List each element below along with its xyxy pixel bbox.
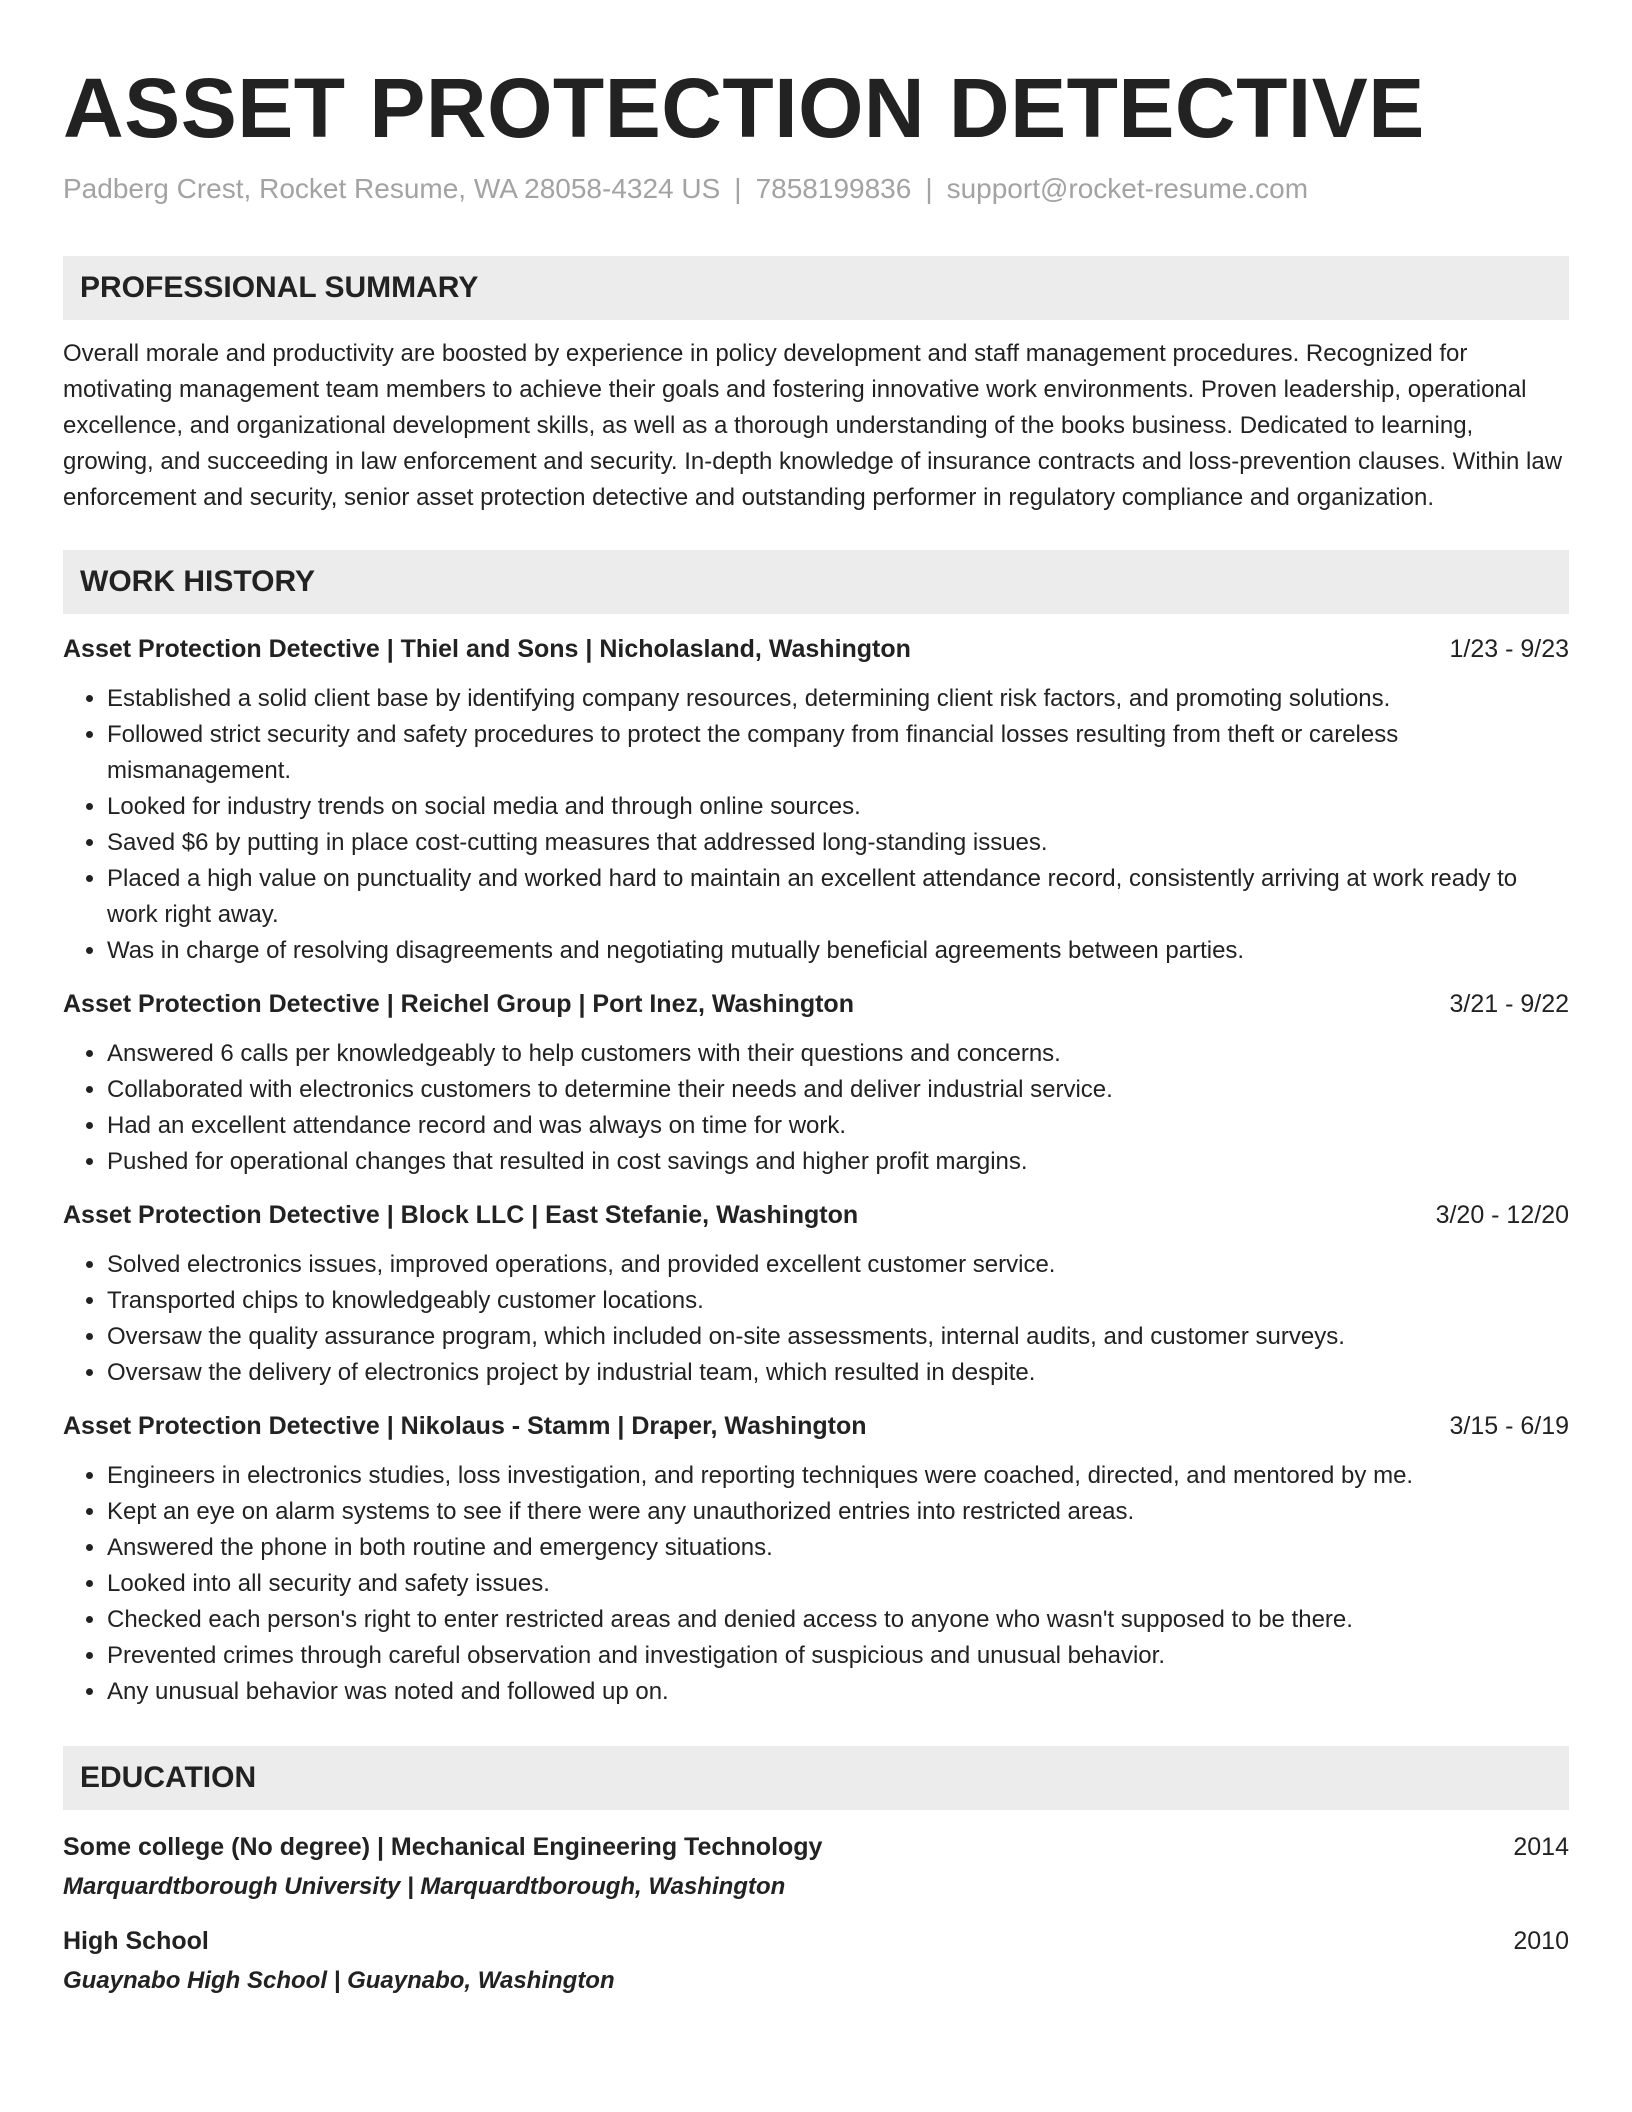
education-degree: Some college (No degree) | Mechanical Engineering Technology <box>63 1832 823 1861</box>
education-header <box>63 1924 1569 1958</box>
job-entry <box>63 987 1569 1180</box>
contact-separator: | <box>734 173 742 204</box>
education-year: 2014 <box>1513 1832 1569 1861</box>
education-school: Marquardtborough University | Marquardtborough, Washington <box>63 1872 786 1900</box>
job-bullet: • Solved electronics issues, improved operations, and provided excellent customer service. <box>107 1247 1569 1283</box>
job-bullet: • Kept an eye on alarm systems to see if there were any unauthorized entries into restricted areas. <box>107 1494 1569 1530</box>
job-bullets <box>63 1036 1569 1180</box>
contact-email: support@rocket-resume.com <box>946 173 1309 204</box>
job-bullet: • Checked each person's right to enter restricted areas and denied access to anyone who wasn't supposed to be there. <box>107 1602 1569 1638</box>
job-entry <box>63 1409 1569 1710</box>
job-bullet: • Followed strict security and safety procedures to protect the company from financial losses resulting from theft or careless mismanagement. <box>107 717 1569 789</box>
job-bullet: • Any unusual behavior was noted and followed up on. <box>107 1674 1569 1710</box>
education-heading: EDUCATION <box>63 1746 1569 1810</box>
job-bullet: • Engineers in electronics studies, loss investigation, and reporting techniques were coached, directed, and mentored by me. <box>107 1458 1569 1494</box>
job-bullets <box>63 1247 1569 1391</box>
summary-heading: PROFESSIONAL SUMMARY <box>63 256 1569 320</box>
education-degree: High School <box>63 1926 209 1955</box>
education-entry <box>63 1924 1569 1998</box>
job-header <box>63 632 1569 666</box>
job-bullet: • Collaborated with electronics customers to determine their needs and deliver industrial service. <box>107 1072 1569 1108</box>
education-year: 2010 <box>1513 1926 1569 1955</box>
job-bullet: • Looked for industry trends on social media and through online sources. <box>107 789 1569 825</box>
job-bullet: • Oversaw the delivery of electronics project by industrial team, which resulted in despite. <box>107 1355 1569 1391</box>
job-header <box>63 1198 1569 1232</box>
work-history-heading: WORK HISTORY <box>63 550 1569 614</box>
work-history-list <box>63 632 1569 1710</box>
education-list <box>63 1830 1569 1998</box>
contact-phone: 7858199836 <box>755 173 912 204</box>
job-dates: 3/15 - 6/19 <box>1449 1411 1569 1440</box>
contact-address: Padberg Crest, Rocket Resume, WA 28058-4324 US <box>63 173 721 204</box>
job-entry <box>63 1198 1569 1391</box>
job-title: Asset Protection Detective | Block LLC | East Stefanie, Washington <box>63 1200 859 1229</box>
resume-name: ASSET PROTECTION DETECTIVE <box>63 61 1425 155</box>
job-bullet: • Answered the phone in both routine and emergency situations. <box>107 1530 1569 1566</box>
job-bullet: • Oversaw the quality assurance program, which included on-site assessments, internal audits, and customer surveys. <box>107 1319 1569 1355</box>
contact-separator: | <box>925 173 933 204</box>
job-bullet: • Pushed for operational changes that resulted in cost savings and higher profit margins. <box>107 1144 1569 1180</box>
education-header <box>63 1830 1569 1864</box>
job-bullet: • Was in charge of resolving disagreements and negotiating mutually beneficial agreements between parties. <box>107 933 1569 969</box>
job-bullet: • Answered 6 calls per knowledgeably to help customers with their questions and concerns. <box>107 1036 1569 1072</box>
job-bullet: • Had an excellent attendance record and was always on time for work. <box>107 1108 1569 1144</box>
education-entry <box>63 1830 1569 1904</box>
job-title: Asset Protection Detective | Nikolaus - Stamm | Draper, Washington <box>63 1411 867 1440</box>
job-bullet: • Established a solid client base by identifying company resources, determining client risk factors, and promoting solutions. <box>107 681 1569 717</box>
job-dates: 1/23 - 9/23 <box>1449 634 1569 663</box>
job-entry <box>63 632 1569 969</box>
job-header <box>63 1409 1569 1443</box>
job-bullets <box>63 681 1569 969</box>
job-header <box>63 987 1569 1021</box>
job-title: Asset Protection Detective | Thiel and Sons | Nicholasland, Washington <box>63 634 911 663</box>
job-bullet: • Looked into all security and safety issues. <box>107 1566 1569 1602</box>
job-dates: 3/21 - 9/22 <box>1449 989 1569 1018</box>
job-bullet: • Placed a high value on punctuality and worked hard to maintain an excellent attendance record, consistently arriving at work ready to work right away. <box>107 861 1569 933</box>
job-bullet: • Transported chips to knowledgeably customer locations. <box>107 1283 1569 1319</box>
contact-line <box>63 172 1569 206</box>
summary-text: Overall morale and productivity are boosted by experience in policy development and staff management procedures. Recognized for motivating management team members to achieve their goals and fostering innovative work environments. Proven leadership, operational excellence, and organizational development skills, as well as a thorough understanding of the books business. Dedicated to learning, growing, and succeeding in law enforcement and security. In-depth knowledge of insurance contracts and loss-prevention clauses. Within law enforcement and security, senior asset protection detective and outstanding performer in regulatory compliance and organization. <box>63 339 1563 511</box>
job-title: Asset Protection Detective | Reichel Group | Port Inez, Washington <box>63 989 854 1018</box>
education-school: Guaynabo High School | Guaynabo, Washington <box>63 1966 615 1994</box>
job-bullet: • Saved $6 by putting in place cost-cutting measures that addressed long-standing issues. <box>107 825 1569 861</box>
job-bullet: • Prevented crimes through careful observation and investigation of suspicious and unusual behavior. <box>107 1638 1569 1674</box>
job-bullets <box>63 1458 1569 1710</box>
job-dates: 3/20 - 12/20 <box>1435 1200 1569 1229</box>
